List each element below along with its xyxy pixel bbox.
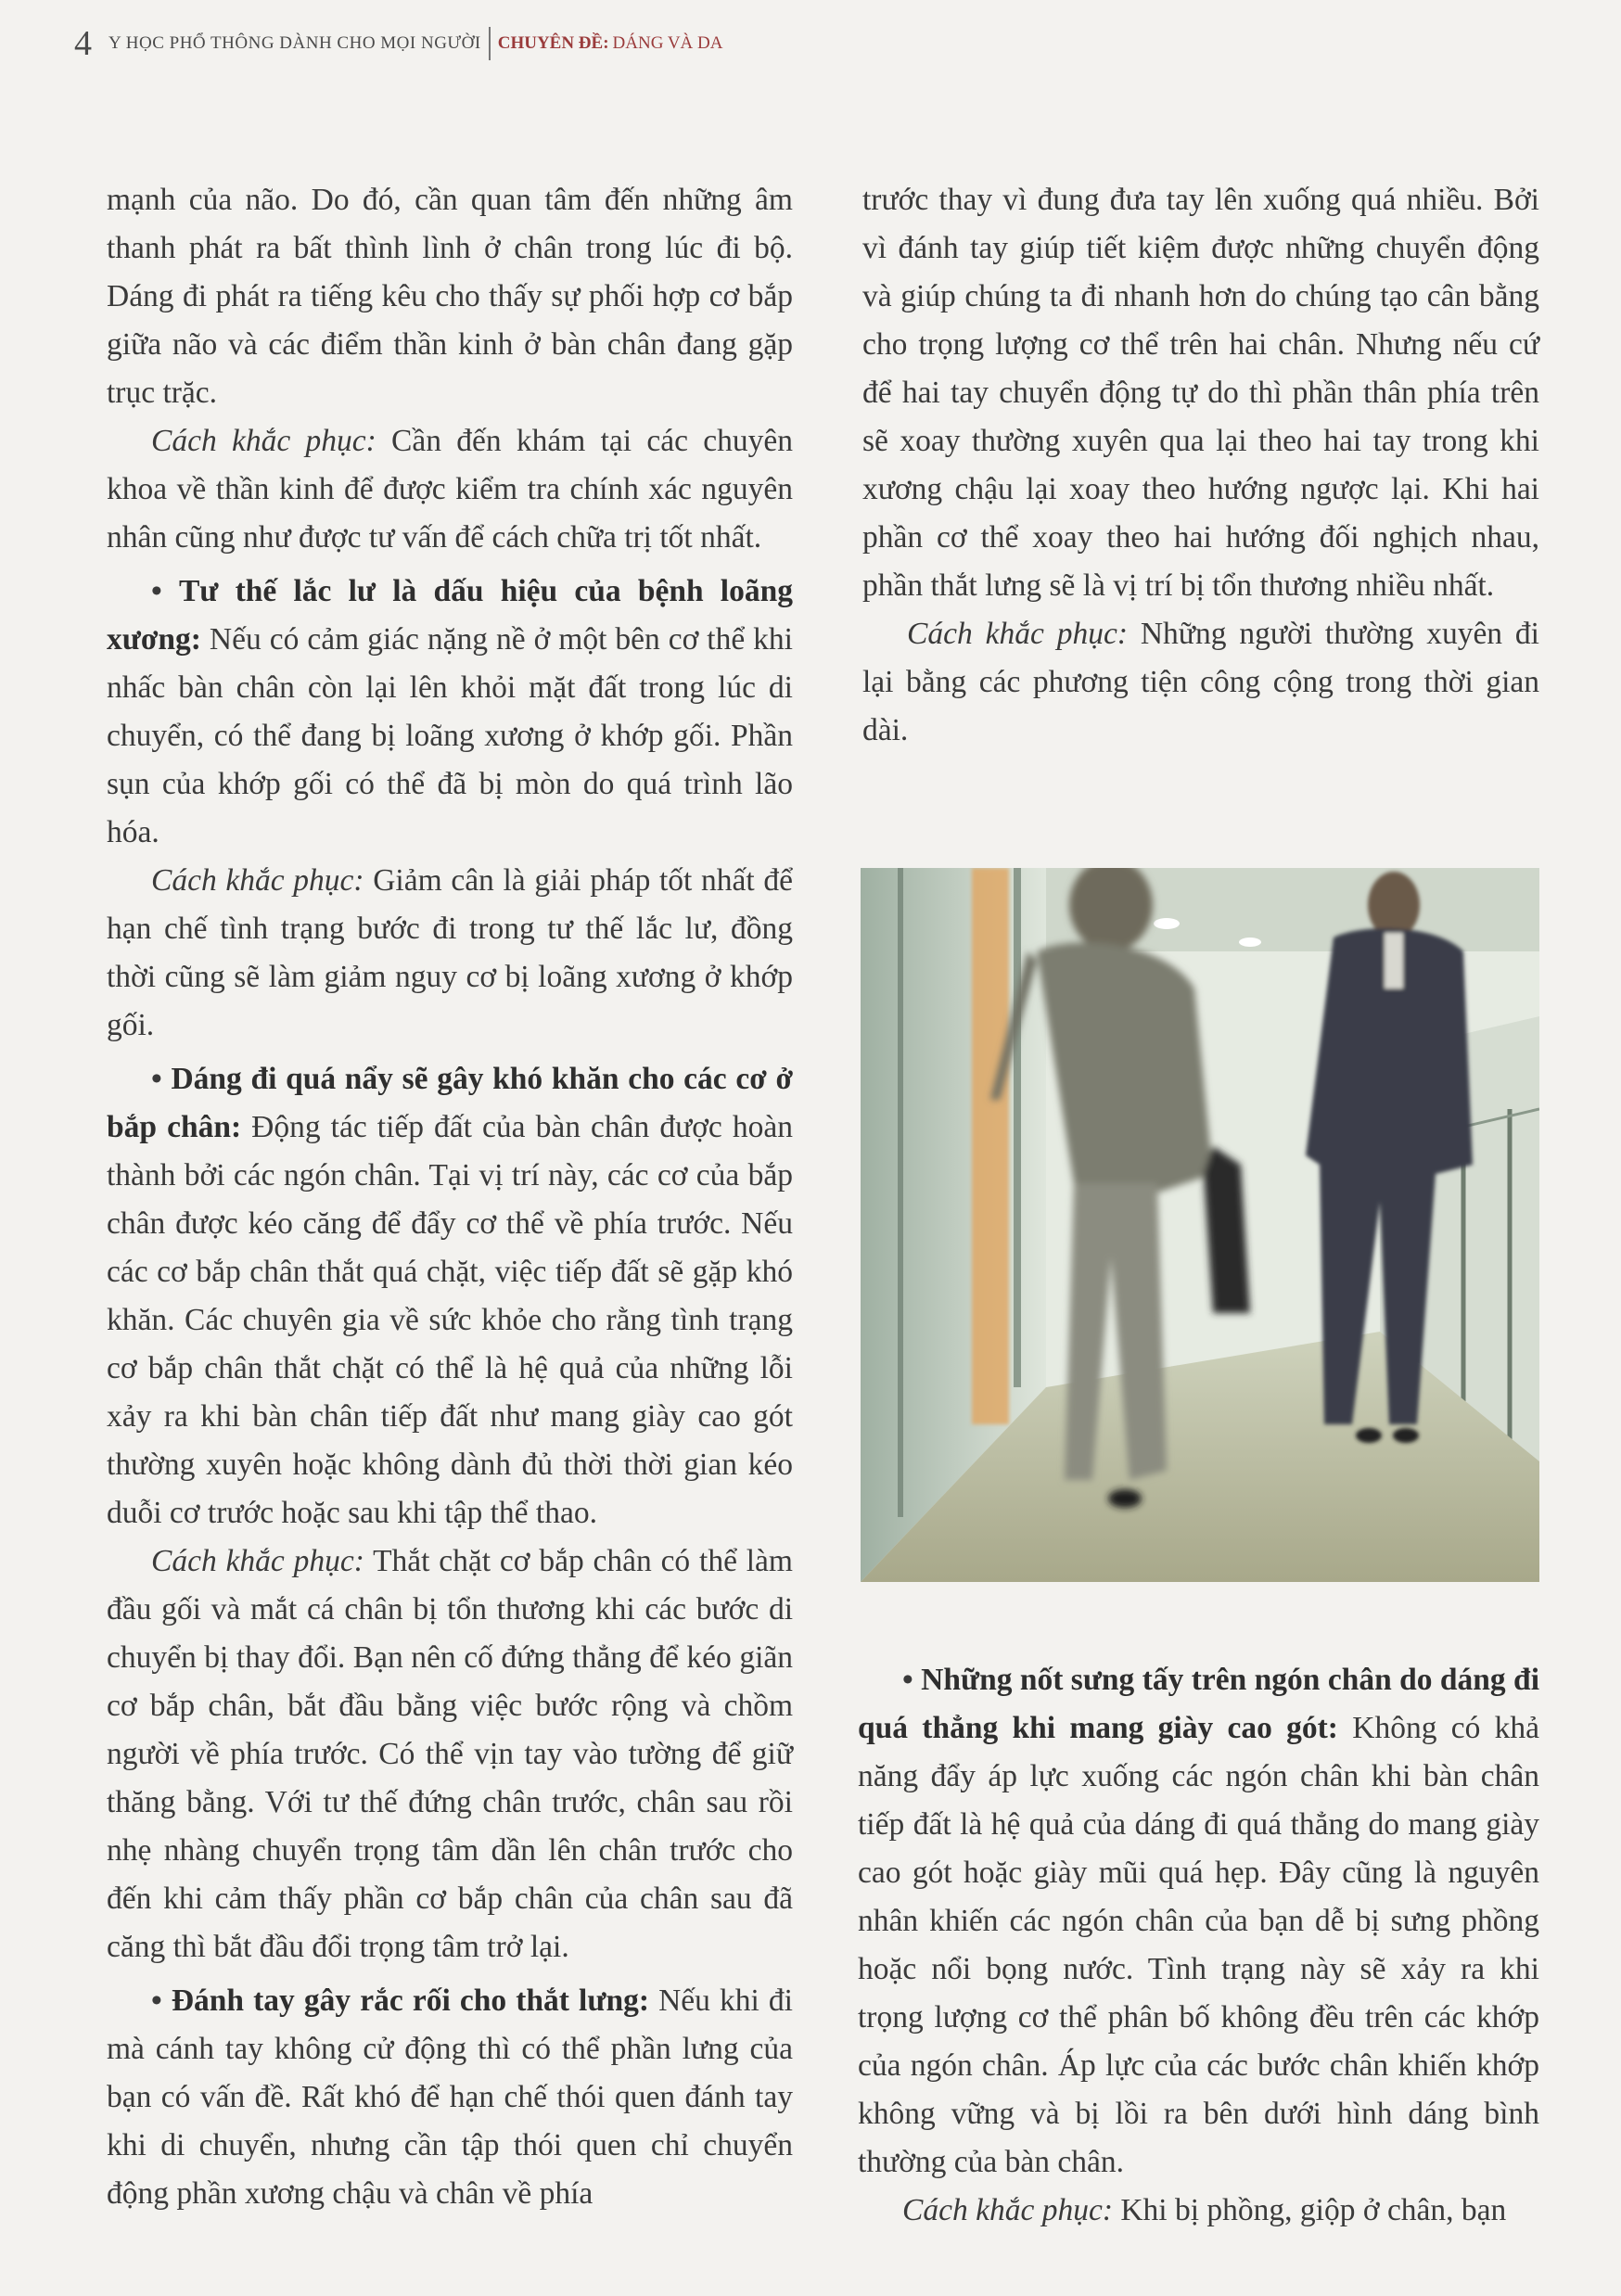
remedy-paragraph — [107, 417, 793, 562]
section-paragraph — [107, 1055, 793, 1537]
topic-label: CHUYÊN ĐỀ: — [497, 33, 609, 53]
section-paragraph — [858, 1656, 1539, 2187]
remedy-text: Cần đến khám tại các chuyên khoa về thần kinh để được kiểm tra chính xác nguyên nhân cũng như được tư vấn để cách chữa trị tốt nhất. — [107, 424, 793, 555]
remedy-label: Cách khắc phục: — [151, 424, 377, 458]
page-number: 4 — [74, 24, 92, 63]
section-heading: Những nốt sưng tấy trên ngón chân do dáng đi quá thẳng khi mang giày cao gót: — [858, 1663, 1539, 1745]
section-text: Động tác tiếp đất của bàn chân được hoàn thành bởi các ngón chân. Tại vị trí này, các cơ của bắp chân được kéo căng để đẩy cơ thể về phía trước. Nếu các cơ bắp chân thắt quá chặt, việc tiếp đất sẽ gặp khó khăn. Các chuyên gia về sức khỏe cho rằng tình trạng cơ bắp chân thắt chặt có thể là hệ quả của những lỗi xảy ra khi bàn chân tiếp đất như mang giày cao gót thường xuyên hoặc không dành đủ thời thời gian kéo duỗi cơ trước hoặc sau khi tập thể thao. — [107, 1110, 793, 1530]
remedy-label: Cách khắc phục: — [151, 863, 364, 898]
bullet-icon: • — [902, 1663, 913, 1697]
section-text: Nếu khi đi mà cánh tay không cử động thì có thể phần lưng của bạn có vấn đề. Rất khó để hạn chế thói quen đánh tay khi di chuyển, nhưng cần tập thói quen chỉ chuyển động phần xương chậu và chân về phía — [107, 1983, 793, 2211]
remedy-paragraph — [107, 857, 793, 1050]
remedy-label: Cách khắc phục: — [907, 617, 1128, 651]
bullet-icon: • — [151, 1983, 162, 2018]
remedy-label: Cách khắc phục: — [151, 1544, 364, 1578]
remedy-text: Những người thường xuyên đi lại bằng các phương tiện công cộng trong thời gian dài. — [862, 617, 1539, 747]
photo-illustration — [861, 868, 1539, 1582]
section-text: Nếu có cảm giác nặng nề ở một bên cơ thể khi nhấc bàn chân còn lại lên khỏi mặt đất trong lúc di chuyển, có thể đang bị loãng xương ở khớp gối. Phần sụn của khớp gối có thể đã bị mòn do quá trình lão hóa. — [107, 622, 793, 849]
bullet-icon: • — [151, 574, 162, 608]
remedy-text: Khi bị phồng, giộp ở chân, bạn — [1112, 2193, 1507, 2227]
section-paragraph — [107, 1977, 793, 2218]
section-heading: Dáng đi quá nẩy sẽ gây khó khăn cho các cơ ở bắp chân: — [107, 1062, 793, 1144]
section-text: Không có khả năng đẩy áp lực xuống các ngón chân khi bàn chân tiếp đất là hệ quả của dáng đi quá thẳng do mang giày cao gót hoặc giày mũi quá hẹp. Đây cũng là nguyên nhân khiến các ngón chân của bạn dễ bị sưng phồng hoặc nổi bọng nước. Tình trạng này sẽ xảy ra khi trọng lượng cơ thể phân bố không đều trên các khớp của ngón chân. Áp lực của các bước chân khiến khớp không vững và bị lồi ra bên dưới hình dáng bình thường của bàn chân. — [858, 1711, 1539, 2179]
remedy-text: Giảm cân là giải pháp tốt nhất để hạn chế tình trạng bước đi trong tư thế lắc lư, đồng thời cũng sẽ làm giảm nguy cơ bị loãng xương ở khớp gối. — [107, 863, 793, 1042]
remedy-paragraph — [858, 2187, 1539, 2235]
section-heading: Tư thế lắc lư là dấu hiệu của bệnh loãng xương: — [107, 574, 794, 657]
page-header — [74, 20, 722, 67]
section-heading: Đánh tay gây rắc rối cho thắt lưng: — [171, 1983, 649, 2018]
remedy-text: Thắt chặt cơ bắp chân có thể làm đầu gối và mắt cá chân bị tổn thương khi các bước di chuyển bị thay đổi. Bạn nên cố đứng thẳng để kéo giãn cơ bắp chân, bắt đầu bằng việc bước rộng và chồm người về phía trước. Có thể vịn tay vào tường để giữ thăng bằng. Với tư thế đứng chân trước, chân sau rồi nhẹ nhàng chuyển trọng tâm dần lên chân trước cho đến khi cảm thấy phần cơ bắp chân của chân sau đã căng thì bắt đầu đổi trọng tâm trở lại. — [107, 1544, 793, 1964]
remedy-paragraph — [107, 1537, 793, 1971]
remedy-label: Cách khắc phục: — [902, 2193, 1113, 2227]
right-column-bottom — [858, 1651, 1539, 2235]
left-column — [107, 176, 793, 2218]
paragraph: mạnh của não. Do đó, cần quan tâm đến những âm thanh phát ra bất thình lình ở chân trong lúc đi bộ. Dáng đi phát ra tiếng kêu cho thấy sự phối hợp cơ bắp giữa não và các điểm thần kinh ở bàn chân đang gặp trục trặc. — [107, 183, 793, 410]
topic-name: DÁNG VÀ DA — [612, 33, 723, 53]
paragraph: trước thay vì đung đưa tay lên xuống quá nhiều. Bởi vì đánh tay giúp tiết kiệm được những chuyển động và giúp chúng ta đi nhanh hơn do chúng tạo cân bằng cho trọng lượng cơ thể trên hai chân. Nhưng nếu cứ để hai tay chuyển động tự do thì phần thân phía trên sẽ xoay thường xuyên qua lại theo hai tay trong khi xương chậu lại xoay theo hướng ngược lại. Khi hai phần cơ thể xoay theo hai hướng đối nghịch nhau, phần thắt lưng sẽ là vị trí bị tổn thương nhiều nhất. — [862, 183, 1539, 603]
running-title: Y HỌC PHỔ THÔNG DÀNH CHO MỌI NGƯỜI — [108, 33, 481, 53]
walking-people-photo — [861, 868, 1539, 1582]
bullet-icon: • — [151, 1062, 162, 1096]
header-divider — [489, 27, 491, 60]
remedy-paragraph — [862, 610, 1539, 755]
section-paragraph — [107, 568, 793, 857]
right-column-top — [862, 176, 1539, 755]
